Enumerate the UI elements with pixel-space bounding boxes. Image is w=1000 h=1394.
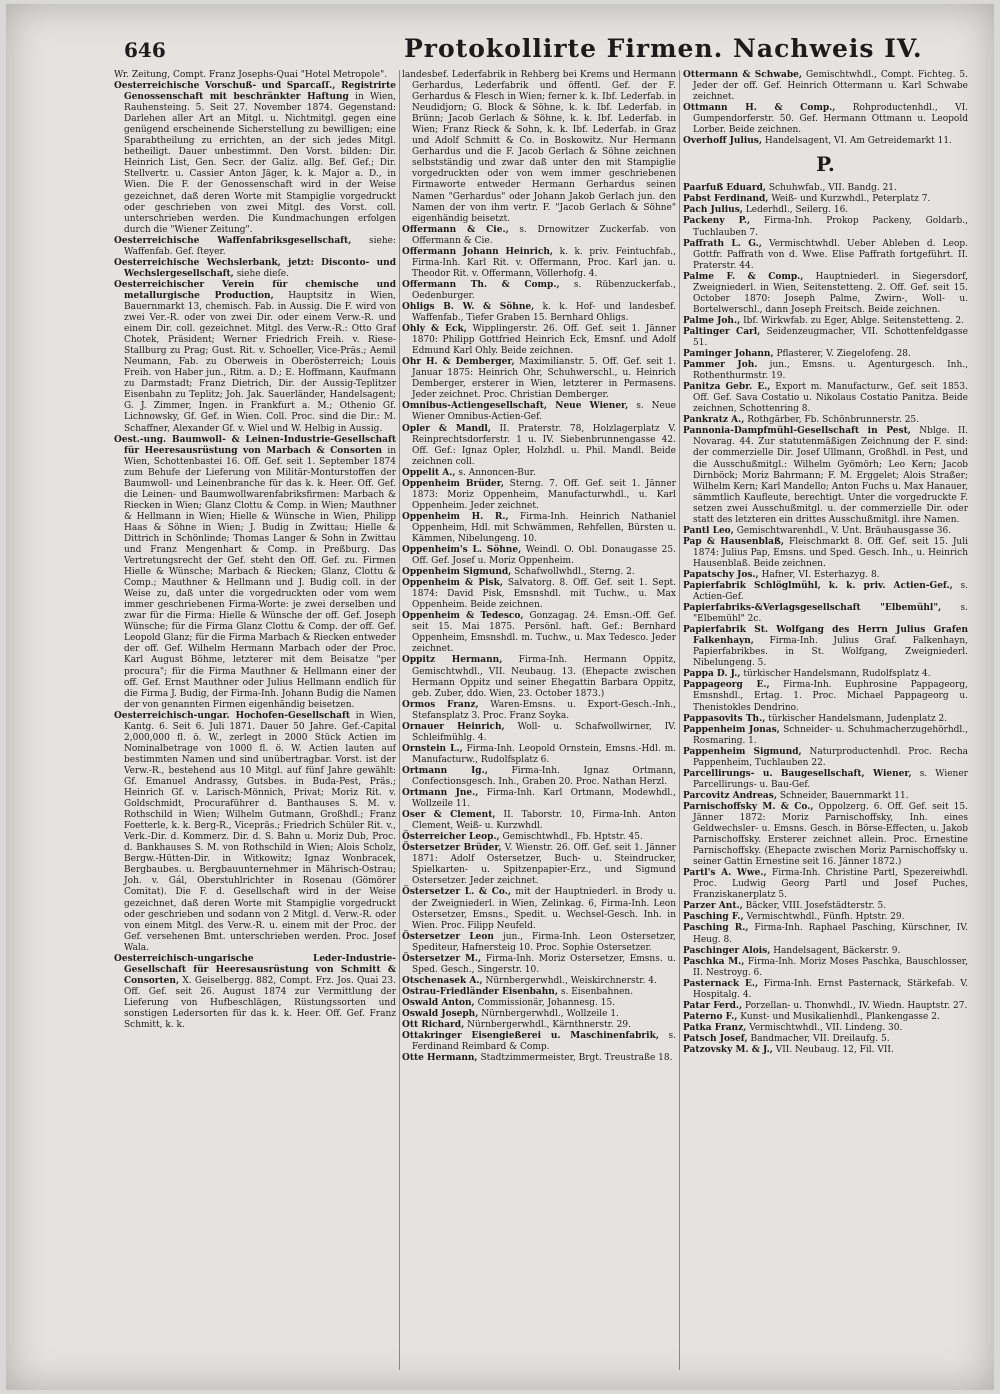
firm-name: Ortmann Ig.,: [402, 765, 488, 776]
directory-entry: [402, 357, 676, 401]
firm-name: Oswald Anton,: [402, 997, 475, 1008]
firm-name: Otte Hermann,: [402, 1053, 478, 1064]
entry-details: türkischer Handelsmann, Rudolfsplatz 4.: [743, 669, 931, 680]
entry-details: in Wien, Kantg. 6. Seit 6. Juli 1871. Dauer 50 Jahre. Gef.-Capital 2,000,000 fl. ö. W., zerlegt in 2000 Stück Actien im Nominalbetrage von 1000 fl. ö. W. Actien lauten auf bestimmten Namen und sind unübertragbar. Vorst. ist der Verw.-R., bestehend aus 10 Mitgl. auf fünf Jahre gewählt: Gf. Emanuel Andrassy, Gutsbes. in Buda-Pest, Präs.; Heinrich Gf. v. Larisch-Mönnich, Privat; Moriz Rit. v. Goldschmidt, Procuraführer d. Banthauses S. M. v. Rothschild in Wien; Wilhelm Gutmann, Großhdl.; Franz Foetterle, k. k. Berg-R., Vicepräs.; Friedrich Schüler Rit. v., Verk.-Dir. d. Kommerz. Dir. d. S. Bahn u. Moriz Dub, Proc. d. Bankhauses S. M. von Rothschild in Wien; Alois Scholz, Bergw.-Hütten-Dir. in Witkowitz; Ignaz Wonbracek, Bergbaubes. u. Bergbauunternehmer in Mährisch-Ostrau; Joh. v. Gál, Oberstuhlrichter in Rosenau (Gömörer Comitat). Die F. d. Gesellschaft wird in der Weise gezeichnet, daß deren Worte mit Stampiglie vorgedruckt oder geschrieben und sodann von 2 Mitgl. d. Verw.-R. oder von einem Mitgl. des Verw.-R. u. einem mit der Proc. der Gef. versehenen Bmt. unterschrieben werden. Proc. Josef Wala.: [124, 710, 396, 953]
firm-name: Ortmann Jne.,: [402, 788, 479, 799]
firm-name: Ornauer Heinrich,: [402, 721, 505, 732]
firm-name: Pappenheim Sigmund,: [683, 746, 802, 757]
firm-name: Oesterreichische Wechslerbank, jetzt: Disconto- und Wechslergesellschaft,: [114, 257, 396, 279]
entry-details: Maximilianstr. 5. Off. Gef. seit 1. Januar 1875: Heinrich Ohr, Schuhwerschl., u. Heinrich Demberger, ersterer in Wien, letzterer in Permasens. Jeder zeichnet. Proc. Christian Demberger.: [412, 357, 676, 401]
directory-entry: [683, 946, 968, 957]
entry-details: Vermischtwhdl., Fünfh. Hptstr. 29.: [746, 912, 905, 923]
entry-details: Firma-Inh. Euphrosine Pappageorg, Emsnshdl., Ertag. 1. Proc. Michael Pappageorg u. Thenistokles Dendrino.: [693, 680, 968, 713]
firm-name: Ornstein L.,: [402, 743, 463, 754]
directory-entry: [402, 247, 676, 280]
entry-details: Waren-Emsns. u. Export-Gesch.-Inh., Stefansplatz 3. Proc. Franz Soyka.: [412, 699, 676, 721]
firm-name: Pasching R.,: [683, 923, 749, 934]
firm-name: Paterno F.,: [683, 1011, 738, 1022]
firm-name: Palme Joh.,: [683, 315, 741, 326]
entry-details: Rohproductenhdl., VI. Gumpendorferstr. 50. Gef. Hermann Ottmann u. Leopold Lorber. Beide zeichnen.: [693, 103, 968, 136]
entry-details: Ibf. Wirkwfab. zu Eger, Ablge. Seitenstetteng. 2.: [743, 315, 964, 326]
entry-details: siehe: Waffenfab. Gef. ſteyer.: [124, 235, 396, 257]
directory-entry: [683, 725, 968, 747]
directory-entry: [114, 435, 396, 711]
directory-entry: [683, 769, 968, 791]
firm-name: Opler & Mandl,: [402, 423, 491, 434]
entry-details: Commissionär, Johannesg. 15.: [477, 997, 616, 1008]
firm-name: Papierfabriks-&Verlagsgesellschaft "Elbemühl",: [683, 603, 942, 614]
directory-entry: [683, 581, 968, 603]
entry-details: Gemischtwarenhdl., V. Unt. Bräuhausgasse 36.: [736, 525, 952, 536]
firm-name: Offermann Th. & Comp.,: [402, 279, 560, 290]
entry-details: Nblge. II. Novarag. 44. Zur statutenmäßigen Zeichnung der F. sind: der commerzielle Dir. Josef Ullmann, Großhdl. in Pest, und die Ausschußmitgl.: Wilhelm Gyömörh; Leo Kern; Jacob Dirnböck; Moriz Bahrmann; F. M. Erggelet; Alois Straßer; Wilhelm Kern; Karl Mandello; Anton Fuchs u. Max Hanauer, sämmtlich Kaufleute, berechtigt. Unter die vorgedruckte F. setzen zwei Ausschußmitgl. u. der commerzielle Dir. oder statt des letzteren ein drittes Ausschußmitgl. ihre Namen.: [693, 426, 968, 525]
entry-details: Weiß- und Kurzwhdl., Peterplatz 7.: [771, 194, 931, 205]
directory-entry: [683, 70, 968, 103]
entry-details: Weindl. O. Obl. Donaugasse 25. Off. Gef. Josef u. Moriz Oppenheim.: [412, 545, 676, 567]
directory-entry: [402, 578, 676, 611]
directory-entry: [683, 669, 968, 680]
page-number: 646: [124, 38, 166, 62]
firm-name: Oppenheim Brüder,: [402, 478, 504, 489]
directory-entry: [402, 887, 676, 931]
directory-entry: [683, 747, 968, 769]
firm-name: Parnischoffsky M. & Co.,: [683, 801, 814, 812]
firm-name: Oppenheim & Pisk,: [402, 578, 503, 589]
firm-name: Parcellirungs- u. Baugesellschaft, Wiener,: [683, 768, 912, 779]
directory-entry: [683, 714, 968, 725]
directory-entry: [683, 316, 968, 327]
entry-details: Firma-Inh. Ignaz Ortmann, Confectionsgesch. Inh., Graben 20. Proc. Nathan Herzl.: [412, 765, 676, 787]
directory-entry: [402, 280, 676, 302]
directory-entry: [402, 954, 676, 976]
entry-details: jun., Firma-Inh. Leon Ostersetzer, Spediteur, Hafnersteig 10. Proc. Sophie Ostersetzer.: [412, 931, 676, 953]
firm-name: Patka Franz,: [683, 1022, 747, 1033]
page-title: Protokollirte Firmen. Nachweis IV.: [404, 34, 923, 63]
entry-details: Firma-Inh. Moriz Moses Paschka, Bauschlosser, II. Nestroyg. 6.: [693, 956, 968, 978]
firm-name: Oppitz Hermann,: [402, 655, 503, 666]
firm-name: Paschinger Alois,: [683, 945, 771, 956]
entry-details: siehe dieſe.: [236, 268, 289, 279]
firm-name: Pasching F.,: [683, 912, 744, 923]
directory-entry: [402, 225, 676, 247]
directory-entry: [402, 1009, 676, 1020]
entry-details: Hauptniederl. in Siegersdorf, Zweigniederl. in Wien, Seitenstetteng. 2. Off. Gef. seit 15. October 1870: Joseph Palme, Zwirn-, Woll- u. Bortelwerschl., dann Joseph Freitsch. Beide zeichnen.: [693, 271, 968, 315]
entry-details: Fleischmarkt 8. Off. Gef. seit 15. Juli 1874: Julius Pap, Emsns. und Sped. Gesch. Inh., u. Heinrich Hausenblaß. Beide zeichnen.: [693, 536, 968, 569]
directory-entry: [683, 183, 968, 194]
directory-entry: [402, 479, 676, 512]
entry-details: Firma-Inh. Moriz Ostersetzer, Emsns. u. Sped. Gesch., Singerstr. 10.: [412, 953, 676, 975]
firm-name: Östersetzer Leon: [402, 931, 494, 942]
firm-name: Oppenheim's L. Söhne,: [402, 545, 522, 556]
firm-name: Pappa D. J.,: [683, 669, 741, 680]
entry-details: Firma-Inh. Hermann Oppitz, Gemischtwhdl., VII. Neubaug. 13. (Ehepacte zwischen Hermann Oppitz und seiner Ehegattin Barbara Oppitz, geb. Zuber, ddo. Wien, 23. October 1873.): [412, 655, 676, 699]
directory-entry: [683, 526, 968, 537]
entry-details: X. Geiselbergg. 882, Compt. Frz. Jos. Quai 23. Off. Gef. seit 26. August 1874 zur Vermittlung der Lieferung von Hufbeschlägen, Rüstungssorten und sonstigen Ledersorten für das k. k. Heer. Off. Gef. Franz Schmitt, k. k.: [124, 975, 396, 1031]
entry-details: mit der Hauptniederl. in Brody u. der Zweigniederl. in Wien, Zelinkag. 6, Firma-Inh. Leon Ostersetzer, Emsns., Spedit. u. Wechsel-Gesch. Inh. in Wien. Proc. Filipp Neufeld.: [412, 887, 676, 931]
directory-entry: [683, 103, 968, 136]
entry-details: Firma-Inh. Karl Ortmann, Modewhdl., Wollzeile 11.: [412, 788, 676, 810]
directory-entry: [683, 957, 968, 979]
directory-entry: [402, 744, 676, 766]
directory-entry: [114, 280, 396, 435]
directory-entry: [683, 1001, 968, 1012]
directory-entry: [683, 537, 968, 570]
firm-name: Östersetzer M.,: [402, 953, 482, 964]
directory-entry: [114, 954, 396, 1031]
entry-details: Nürnbergerwhdl., Kärnthnerstr. 29.: [467, 1020, 631, 1031]
firm-name: Oppenheim H. R.,: [402, 511, 509, 522]
firm-name: Ott Richard,: [402, 1020, 465, 1031]
entry-details: II. Taborstr. 10, Firma-Inh. Anton Clement, Weiß- u. Kurzwhdl.: [412, 810, 676, 832]
directory-entry: [683, 868, 968, 901]
entry-details: Firma-Inh. Leopold Ornstein, Emsns.-Hdl. m. Manufacturw., Rudolfsplatz 6.: [412, 743, 676, 765]
entry-details: Bandmacher, VII. Dreilaufg. 5.: [750, 1033, 890, 1044]
entry-details: Hafner, VI. Esterhazyg. 8.: [761, 569, 880, 580]
firm-name: Offermann Johann Heinrich,: [402, 246, 554, 257]
directory-entry: [683, 426, 968, 525]
entry-details: Firma-Inh. Raphael Pasching, Kürschner, IV. Heug. 8.: [693, 923, 968, 945]
entry-details: Naturproductenhdl. Proc. Recha Pappenheim, Tuchlauben 22.: [693, 746, 968, 768]
directory-entry: [402, 832, 676, 843]
directory-entry: [683, 1012, 968, 1023]
firm-name: Ohr H. & Demberger,: [402, 357, 515, 368]
directory-entry: [683, 415, 968, 426]
entry-details: Pflasterer, V. Ziegelofeng. 28.: [776, 349, 911, 360]
section-letter: P.: [816, 152, 835, 177]
firm-name: Papatschy Jos.,: [683, 569, 759, 580]
entry-details: Schafwollwhdl., Sterng. 2.: [514, 567, 635, 578]
column-divider: [679, 70, 680, 1370]
directory-entry: [683, 923, 968, 945]
entry-details: Vermischtwhdl. Ueber Ableben d. Leop. Gottfr. Paffrath von d. Wwe. Elise Paffrath fortgeführt. II. Praterstr. 44.: [693, 238, 968, 271]
entry-details: Bäcker, VIII. Josefstädterstr. 5.: [745, 901, 887, 912]
firm-name: Oest.-ung. Baumwoll- & Leinen-Industrie-Gesellschaft für Heeresausrüstung von Marbach & Consorten: [114, 434, 396, 456]
directory-entry: [683, 205, 968, 216]
entry-details: s. Ferdinand Reimbard & Comp.: [412, 1031, 676, 1053]
firm-name: Patar Ferd.,: [683, 1000, 743, 1011]
entry-details: Handelsagent, Bäckerstr. 9.: [773, 945, 901, 956]
firm-name: Pantl Leo,: [683, 525, 734, 536]
entry-details: s. Annoncen-Bur.: [458, 467, 536, 478]
entry-details: Handelsagent, VI. Am Getreidemarkt 11.: [764, 136, 952, 147]
entry-details: in Wien, Rauhensteing. 5. Seit 27. November 1874. Gegenstand: Darlehen aller Art an Mitgl. u. Nichtmitgl. gegen eine genügend erscheinende Sicherstellung zu bewilligen; eine Sparabtheilung zu errichten, an der sich jedes Mitgl. betheiligt. Dauer unbestimmt. Den Vorst. bilden: Dir. Heinrich List, Gen. Secr. der Galiz. allg. Bef. Gef.; Dir. Stellvertr. u. Cassier Anton Jäger, k. k. Major a. D., in Wien. Die F. der Genossenschaft wird in der Weise gezeichnet, daß deren Worte mit Stampiglie vorgedruckt oder geschrieben von zwei Mitgl. des Vorst. coll. unterschrieben werden. Die Kundmachungen erfolgen durch die "Wiener Zeitung".: [124, 92, 396, 235]
firm-name: Paschka M.,: [683, 956, 745, 967]
entry-details: s. Rübenzuckerfab., Oedenburger.: [412, 279, 676, 301]
firm-name: Oesterreichischer Verein für chemische und metallurgische Production,: [114, 279, 396, 301]
entry-details: s. "Elbemühl" 2c.: [693, 603, 968, 625]
directory-entry: [402, 722, 676, 744]
entry-details: Wipplingerstr. 26. Off. Gef. seit 1. Jänner 1870: Philipp Gottfried Heinrich Eck, Emsnf. und Adolf Edmund Karl Ohly. Beide zeichnen.: [412, 324, 676, 357]
firm-name: Österreicher Leop.,: [402, 832, 500, 843]
entry-details: Firma-Inh. Ernst Pasternack, Stärkefab. V. Hospitalg. 4.: [693, 978, 968, 1000]
firm-name: Paarfuß Eduard,: [683, 183, 767, 194]
entry-details: Firma-Inh. Heinrich Nathaniel Oppenheim, Hdl. mit Schwämmen, Rehfellen, Bürsten u. Kämmen, Nibelungeng. 10.: [412, 511, 676, 544]
entry-details: Gonzagag. 24. Emsn.-Off. Gef. seit 15. Mai 1875. Persönl. haft. Gef.: Bernhard Oppenheim, Emsnshdl. m. Tuchw., u. Max Tedesco. Jeder zeichnet.: [412, 611, 676, 655]
entry-details: jun., Emsns. u. Agenturgesch. Inh., Rothenthurmstr. 19.: [693, 360, 968, 382]
directory-entry: [683, 1034, 968, 1045]
firm-name: Palme F. & Comp.,: [683, 271, 804, 282]
directory-entry: [683, 382, 968, 415]
directory-entry: [683, 680, 968, 713]
directory-entry: [402, 1031, 676, 1053]
entry-details: Seidenzeugmacher, VII. Schottenfeldgasse 51.: [693, 326, 968, 348]
directory-entry: [683, 912, 968, 923]
firm-name: Overhoff Julius,: [683, 136, 762, 147]
firm-name: Partl's A. Wwe.,: [683, 868, 767, 879]
entry-details: Gemischtwhdl., Fb. Hptstr. 45.: [502, 832, 643, 843]
directory-entry: [683, 802, 968, 868]
directory-entry: [402, 512, 676, 545]
entry-details: Lederhdl., Seilerg. 16.: [745, 205, 849, 216]
directory-entry: [402, 810, 676, 832]
firm-name: Oppenheim Sigmund,: [402, 567, 512, 578]
firm-name: Oesterreichische Waffenfabriksgesellschaft,: [114, 235, 352, 246]
directory-entry: [402, 976, 676, 987]
column-3: [683, 70, 968, 1380]
entry-details: Stadtzimmermeister, Brgt. Treustraße 18.: [480, 1053, 673, 1064]
directory-entry: [683, 979, 968, 1001]
firm-name: Pabst Ferdinand,: [683, 194, 769, 205]
directory-entry: [114, 70, 396, 81]
firm-name: Oswald Joseph,: [402, 1008, 479, 1019]
firm-name: Parzer Ant.,: [683, 901, 743, 912]
directory-entry: [402, 545, 676, 567]
directory-entry: [683, 194, 968, 205]
directory-entry: [402, 843, 676, 887]
directory-entry: [114, 711, 396, 954]
firm-name: Pannonia-Dampfmühl-Gesellschaft in Pest,: [683, 426, 911, 437]
firm-name: Oesterreichisch-ungar. Hochofen-Gesellschaft: [114, 710, 351, 721]
firm-name: Oesterreichische Vorschuß- und Sparcaſſ., Registrirte Genossenschaft mit beschränkter Haftung: [114, 81, 396, 103]
entry-details: Firma-Inh. Christine Partl, Spezereiwhdl. Proc. Ludwig Georg Partl und Josef Puches, Franziskanerplatz 5.: [693, 868, 968, 901]
entry-details: Firma-Inh. Prokop Packeny, Goldarb., Tuchlauben 7.: [693, 216, 968, 238]
entry-details: Kunst- und Musikalienhdl., Plankengasse 2.: [740, 1011, 940, 1022]
firm-name: Paffrath L. G.,: [683, 238, 762, 249]
entry-details: VII. Neubaug. 12, Fil. VII.: [775, 1044, 894, 1055]
column-2: [402, 70, 676, 1380]
firm-name: Paltinger Carl,: [683, 326, 761, 337]
directory-entry: [683, 327, 968, 349]
entry-details: Export m. Manufacturw., Gef. seit 1853. Off. Gef. Sava Costatio u. Nikolaus Costatio Panitza. Beide zeichnen, Schottenring 8.: [693, 382, 968, 415]
entry-details: II. Praterstr. 78, Holzlagerplatz V. Reinprechtsdorferstr. 1 u. IV. Siebenbrunnengasse 42. Off. Gef.: Ignaz Opler, Holzhdl. u. Phil. Mandl. Beide zeichnen coll.: [412, 423, 676, 467]
entry-details: Oppolzerg. 6. Off. Gef. seit 15. Jänner 1872: Moriz Parnischoffsky, Inh. eines Geldwechsler- u. Emsns. Gesch. in Börse-Effecten, u. Jakob Parnischoffsky. Ersterer zeichnet allein. Proc. Ernestine Parnischoffsky. (Ehepacte zwischen Moriz Parnischoffsky u. seiner Gattin Ernestine seit 16. Jänner 1872.): [693, 801, 968, 868]
entry-details: k. k. priv. Feintuchfab., Firma-Inh. Karl Rit. v. Offermann, Proc. Karl jan. u. Theodor Rit. v. Offermann, Völlerhofg. 4.: [412, 246, 676, 279]
firm-name: Pappageorg E.,: [683, 680, 770, 691]
firm-name: Pammer Joh.: [683, 360, 758, 371]
firm-name: Oppenheim & Tedesco,: [402, 611, 524, 622]
entry-details: Rothgärber, Fb. Schönbrunnerstr. 25.: [747, 415, 920, 426]
firm-name: Pankratz A.,: [683, 415, 745, 426]
firm-name: Patsch Josef,: [683, 1033, 748, 1044]
firm-name: Ohly & Eck,: [402, 324, 467, 335]
firm-name: Ottmann H. & Comp.,: [683, 103, 836, 114]
firm-name: Parcovitz Andreas,: [683, 790, 777, 801]
column-1: [114, 70, 396, 1380]
firm-name: Oppelit A.,: [402, 467, 456, 478]
directory-entry: [402, 932, 676, 954]
entry-details: in Wien, Schottenbastei 16. Off. Gef. seit 1. September 1874 zum Behufe der Lieferung von Militär-Monturstoffen der Baumwoll- und Leinenbranche für das k. k. Heer. Off. Gef. die Leinen- und Baumwollwarenfabriksfirmen: Marbach & Riecken in Wien; Glanz Clottu & Comp. in Wien; Mauthner & Hellmann in Wien; Hielle & Wünsche in Wien, Philipp Haas & Söhne in Wien; J. Budig in Zwittau; Hielle & Dittrich in Schönlinde; Thomas Langer & Sohn in Zwittau und Franz Mengenhart & Comp. in Preßburg. Das Vertretungsrecht der Gef. steht den Off. Gef. zu. Firmen Hielle & Wünsche; Marbach & Riecken; Glanz, Clottu & Comp.; Mauthner & Hellmann und J. Budig coll. in der Weise zu, daß unter die vorgedruckten oder vom wem immer geschriebenen Firma-Worte: je zwei derselben und zwar für die Firma: Hielle & Wünsche der off. Gef. Joseph Wünsche; für die Firma Glanz Clottu & Comp. der off. Gef. Leopold Glanz; für die Firma Marbach & Riecken entweder der off. Gef. Wilhelm Hermann Marbach oder der Proc. Karl August Böhme, letzterer mit dem Beisatze "per procura"; für die Firma Mauthner & Hellmann einer der off. Gef. Ernst Mauthner oder Julius Hellmann endlich für die Firma J. Budig, der Firma-Inh. Johann Budig die Namen der von genannten Firmen eigenhändig beisetzen.: [124, 445, 396, 710]
directory-entry: [402, 401, 676, 423]
directory-entry: [683, 216, 968, 238]
firm-name: Papierfabrik St. Wolfgang des Herrn Julius Grafen Falkenhayn,: [683, 625, 968, 647]
firm-name: Paminger Johann,: [683, 349, 774, 360]
entry-details: Gemischtwhdl., Compt. Fichteg. 5. Jeder der off. Gef. Heinrich Ottermann u. Karl Schwabe zeichnet.: [693, 70, 968, 103]
directory-entry: [402, 424, 676, 468]
directory-entry: [683, 239, 968, 272]
firm-name: Omnibus-Actiengesellschaft, Neue Wiener,: [402, 401, 629, 412]
entry-details: Woll- u. Schafwollwirner, IV. Schleifmühlg. 4.: [412, 721, 676, 743]
directory-entry: [402, 766, 676, 788]
entry-details: Schneider- u. Schuhmacherzugehörhdl., Rosmaring. 1.: [693, 724, 968, 746]
directory-entry: [683, 360, 968, 382]
directory-entry: [114, 236, 396, 258]
directory-entry: [402, 700, 676, 722]
directory-entry: [683, 1045, 968, 1056]
entry-details: s. Neue Wiener Omnibus-Actien-Gef.: [412, 401, 676, 423]
firm-name: Ottakringer Eisengießerei u. Maschinenfabrik,: [402, 1031, 659, 1042]
firm-name: Pach Julius,: [683, 205, 743, 216]
entry-details: Hauptsitz in Wien, Bauernmarkt 13, chemisch. Fab. in Aussig. Die F. wird von zwei Ver.-R. oder von zwei Dir. oder einem Verw.-R. und einem Dir. coll. gezeichnet. Mitgl. des Verw.-R.: Otto Graf Chotek, Präsident; Werner Friedrich Freih. v. Riese-Stallburg zu Prag; Gust. Rit. v. Schoeller, Vice-Präs.; Aemil Neumann, Fab. zu Oberweis in Oberösterreich; Louis Freih. von Haber jun., Ritm. a. D.; E. Hoffmann, Kaufmann zu Darmstadt; Franz Dietrich, Dir. der Aussig-Teplitzer Eisenbahn zu Teplitz; Joh. Jak. Sauerländer, Handelsagent; G. J. Zimmer, Ingen. in Frankfurt a. M.; Othenio Gf. Lichnowsky, Gf. Gef. in Wien. Coll. Proc. sind die Dir.: M. Schaffner, Alexander Gf. v. Wiel und W. Helbig in Aussig.: [124, 290, 396, 434]
directory-entry: [402, 611, 676, 655]
entry-details: s. Actien-Gef.: [693, 581, 968, 603]
entry-details: Schuhwfab., VII. Bandg. 21.: [768, 183, 897, 194]
directory-entry: [114, 258, 396, 280]
firm-name: Patzovsky M. & J.,: [683, 1044, 773, 1055]
firm-name: Ohligs B. W. & Söhne,: [402, 301, 535, 312]
entry-details: türkischer Handelsmann, Judenplatz 2.: [768, 713, 948, 724]
firm-name: Östersetzer Brüder,: [402, 843, 502, 854]
firm-name: Östersetzer L. & Co.,: [402, 887, 511, 898]
firm-name: Pasternack E.,: [683, 978, 759, 989]
directory-entry: [402, 302, 676, 324]
directory-entry: [683, 625, 968, 669]
directory-entry: [683, 1023, 968, 1034]
entry-details: Nürnbergerwhdl., Weiskirchnerstr. 4.: [485, 975, 657, 986]
firm-name: Pappenheim Jonas,: [683, 724, 780, 735]
directory-entry: [402, 655, 676, 699]
entry-details: Sterng. 7. Off. Gef. seit 1. Jänner 1873: Moriz Oppenheim, Manufacturwhdl., u. Karl Oppenheim. Jeder zeichnet.: [412, 478, 676, 511]
entry-details: Salvatorg. 8. Off. Gef. seit 1. Sept. 1874: David Pisk, Emsnshdl. mit Tuchw., u. Max Oppenheim. Beide zeichnen.: [412, 578, 676, 611]
firm-name: Panitza Gebr. E.,: [683, 382, 771, 393]
firm-name: Papierfabrik Schlöglmühl, k. k. priv. Actien-Gef.,: [683, 581, 953, 592]
directory-entry: [402, 998, 676, 1009]
directory-entry: [402, 567, 676, 578]
firm-name: Ottermann & Schwabe,: [683, 70, 802, 80]
directory-entry: [402, 1053, 676, 1064]
entry-details: Wr. Zeitung, Compt. Franz Josephs-Quai "Hotel Metropole".: [114, 70, 388, 80]
firm-name: Offermann & Cie.,: [402, 224, 509, 235]
entry-details: s. Wiener Parcellirungs- u. Bau-Gef.: [693, 768, 968, 790]
directory-entry: [402, 788, 676, 810]
firm-name: Otschenasek A.,: [402, 975, 483, 986]
directory-entry: [683, 603, 968, 625]
entry-details: Nürnbergerwhdl., Wollzeile 1.: [481, 1008, 619, 1019]
column-divider: [399, 70, 400, 1370]
directory-entry: [683, 901, 968, 912]
firm-name: Oser & Clement,: [402, 810, 496, 821]
directory-entry: [402, 468, 676, 479]
entry-details: Schneider, Bauernmarkt 11.: [779, 790, 909, 801]
entry-details: Vermischtwhdl., VII. Lindeng. 30.: [749, 1022, 903, 1033]
entry-details: k. k. Hof- und landesbef. Waffenfab., Tiefer Graben 15. Bernhard Ohligs.: [412, 301, 676, 324]
directory-entry: [683, 272, 968, 316]
directory-entry: [402, 324, 676, 357]
entry-details: s. Eisenbahnen.: [560, 986, 634, 997]
firm-name: Pap & Hausenblaß,: [683, 536, 784, 547]
entry-details: V. Wienstr. 26. Off. Gef. seit 1. Jänner 1871: Adolf Ostersetzer, Buch- u. Steindrucker, Spielkarten- u. Spitzenpapier-Erz., und Sigmund Ostersetzer. Jeder zeichnet.: [412, 843, 676, 887]
entry-details: landesbef. Lederfabrik in Rehberg bei Krems und Hermann Gerhardus, Lederfabrik und öffentl. Gef. der F. Gerhardus & Flesch in Wien; ferner k. k. Ibf. Lederfab. in Neudidjorn; G. Block & Söhne, k. k. Ibf. Lederfab. in Brünn; Jacob Gerlach & Söhne, k. k. Ibf. Lederfab. in Wien; Franz Rieck & Sohn, k. k. Ibf. Lederfab. in Graz und Adolf Schmitt & Co. in Boskowitz. Nur Hermann Gerhardus und die F. Jacob Gerlach & Söhne zeichnen selbstständig und zwar daß unter den mit Stampiglie vorgedruckten oder von wem immer geschriebenen Firmaworte entweder Hermann Gerhardus seinen Namen "Gerhardus" oder Johann Jakob Gerlach jun. den Namen der von ihm vertr. F. "Jacob Gerlach & Söhne" eigenhändig beisetzt.: [402, 70, 676, 224]
directory-entry: [402, 70, 676, 225]
entry-details: s. Drnowitzer Zuckerfab. von Offermann & Cie.: [412, 224, 676, 246]
directory-entry: [683, 136, 968, 147]
directory-entry: [683, 349, 968, 360]
directory-entry: [402, 1020, 676, 1031]
entry-details: Firma-Inh. Julius Graf. Falkenhayn, Papierfabrikbes. in St. Wolfgang, Zweigniederl. Nibelungeng. 5.: [693, 636, 968, 669]
directory-entry: [402, 987, 676, 998]
directory-entry: [683, 570, 968, 581]
firm-name: Ormos Franz,: [402, 699, 479, 710]
directory-entry: [114, 81, 396, 236]
firm-name: Packeny P.,: [683, 216, 751, 227]
firm-name: Pappasovits Th.,: [683, 713, 766, 724]
entry-details: Porzellan- u. Thonwhdl., IV. Wiedn. Hauptstr. 27.: [745, 1000, 968, 1011]
directory-entry: [683, 791, 968, 802]
firm-name: Ostrau-Friedländer Eisenbahn,: [402, 986, 558, 997]
firm-name: Oesterreichisch-ungarische Leder-Industrie-Gesellschaft für Heeresausrüstung von Schmitt & Consorten,: [114, 953, 396, 986]
